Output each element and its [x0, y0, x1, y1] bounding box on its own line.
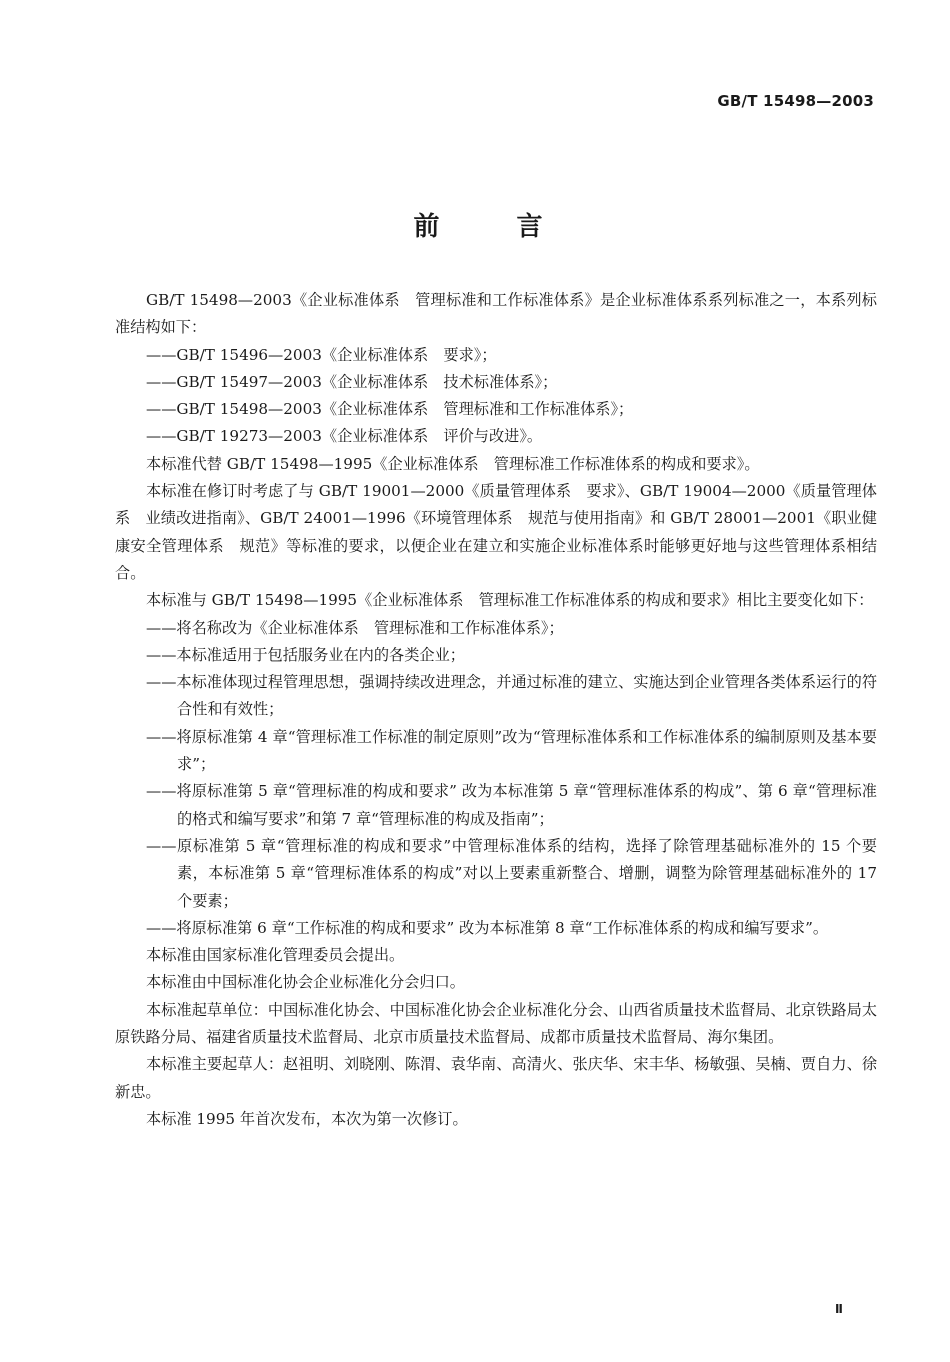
list-item-15498: ——GB/T 15498—2003《企业标准体系 管理标准和工作标准体系》；: [146, 400, 634, 419]
foreword-body: [115, 287, 877, 1133]
paragraph-proposed-by: 本标准由国家标准化管理委员会提出。: [146, 946, 405, 965]
list-item-15497: ——GB/T 15497—2003《企业标准体系 技术标准体系》；: [146, 372, 558, 391]
list-item-15496: ——GB/T 15496—2003《企业标准体系 要求》；: [146, 345, 497, 364]
list-item-change-scope: ——本标准适用于包括服务业在内的各类企业；: [146, 645, 465, 664]
list-item-change-name: ——将名称改为《企业标准体系 管理标准和工作标准体系》；: [146, 618, 564, 637]
paragraph-replaces: 本标准代替 GB/T 15498—1995《企业标准体系 管理标准工作标准体系的构成和要求》。: [146, 454, 760, 473]
page-number: Ⅱ: [835, 1302, 843, 1316]
paragraph-revision-considerations: 本标准在修订时考虑了与 GB/T 19001—2000《质量管理体系 要求》、GB/T 19004—2000《质量管理体系 业绩改进指南》、GB/T 24001—1996《环境管理体系 规范与使用指南》和 GB/T 28001—2001《职业健康安全管理体系 规范》等标准的要求，以便企业在建立和实施企业标准体系时能够更好地与这些管理体系相结合。: [115, 482, 877, 582]
paragraph-history: 本标准 1995 年首次发布，本次为第一次修订。: [146, 1109, 468, 1128]
page-title: 前 言: [413, 212, 577, 242]
list-item-change-process: ——本标准体现过程管理思想，强调持续改进理念，并通过标准的建立、实施达到企业管理各类体系运行的符合性和有效性；: [146, 673, 877, 719]
list-item-change-elements: ——原标准第 5 章“管理标准的构成和要求”中管理标准体系的结构，选择了除管理基础标准外的 15 个要素，本标准第 5 章“管理标准体系的构成”对以上要素重新整合、增删，调整为除管理基础标准外的 17 个要素；: [146, 836, 877, 910]
paragraph-drafters: 本标准主要起草人：赵祖明、刘晓刚、陈渭、袁华南、高清火、张庆华、宋丰华、杨敏强、吴楠、贾自力、徐新忠。: [115, 1055, 877, 1101]
list-item-19273: ——GB/T 19273—2003《企业标准体系 评价与改进》。: [146, 427, 543, 446]
standard-code: GB/T 15498—2003: [717, 92, 874, 110]
list-item-change-chapter4: ——将原标准第 4 章“管理标准工作标准的制定原则”改为“管理标准体系和工作标准体系的编制原则及基本要求”；: [146, 727, 877, 774]
paragraph-intro: GB/T 15498—2003《企业标准体系 管理标准和工作标准体系》是企业标准体系系列标准之一，本系列标准结构如下：: [115, 291, 877, 337]
list-item-change-chapter6: ——将原标准第 6 章“工作标准的构成和要求” 改为本标准第 8 章“工作标准体系的构成和编写要求”。: [146, 918, 829, 937]
paragraph-drafting-units: 本标准起草单位：中国标准化协会、中国标准化协会企业标准化分会、山西省质量技术监督局、北京铁路局太原铁路分局、福建省质量技术监督局、北京市质量技术监督局、成都市质量技术监督局、海尔集团。: [115, 1000, 877, 1047]
list-item-change-chapter5: ——将原标准第 5 章“管理标准的构成和要求” 改为本标准第 5 章“管理标准体系的构成”、第 6 章“管理标准的格式和编写要求”和第 7 章“管理标准的构成及指南”；: [146, 782, 877, 828]
paragraph-changes-intro: 本标准与 GB/T 15498—1995《企业标准体系 管理标准工作标准体系的构成和要求》相比主要变化如下：: [146, 591, 874, 610]
paragraph-centralized-by: 本标准由中国标准化协会企业标准化分会归口。: [146, 973, 465, 992]
